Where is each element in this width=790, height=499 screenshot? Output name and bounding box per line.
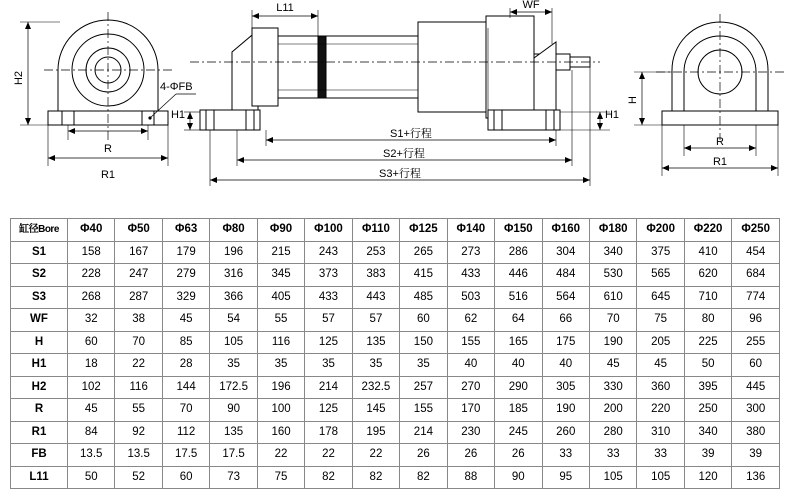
table-corner-label: 缸径Bore xyxy=(11,219,68,242)
specification-table-wrapper xyxy=(10,218,780,489)
table-cell: 82 xyxy=(305,466,352,489)
table-cell: 39 xyxy=(684,444,731,467)
table-cell: 150 xyxy=(400,331,447,354)
table-cell: 360 xyxy=(637,376,684,399)
table-cell: 195 xyxy=(352,421,399,444)
table-cell: 60 xyxy=(162,466,209,489)
table-cell: 105 xyxy=(637,466,684,489)
label-s3: S3+行程 xyxy=(379,168,421,180)
table-cell: 90 xyxy=(495,466,542,489)
table-row xyxy=(11,331,780,354)
label-r1-right: R1 xyxy=(712,156,728,168)
table-cell: 112 xyxy=(162,421,209,444)
table-cell: 185 xyxy=(495,399,542,422)
table-cell: 40 xyxy=(447,354,494,377)
table-cell: 32 xyxy=(68,309,115,332)
table-row xyxy=(11,286,780,309)
label-r-left: R xyxy=(104,143,112,155)
table-cell: 85 xyxy=(162,331,209,354)
table-cell: 135 xyxy=(210,421,257,444)
table-cell: 40 xyxy=(495,354,542,377)
table-cell: 35 xyxy=(400,354,447,377)
table-cell: 57 xyxy=(305,309,352,332)
table-cell: 158 xyxy=(68,241,115,264)
table-cell: 503 xyxy=(447,286,494,309)
table-cell: 405 xyxy=(257,286,304,309)
table-cell: 60 xyxy=(68,331,115,354)
table-row xyxy=(11,264,780,287)
table-cell: 710 xyxy=(684,286,731,309)
table-cell: 57 xyxy=(352,309,399,332)
table-cell: 225 xyxy=(684,331,731,354)
table-cell: 250 xyxy=(684,399,731,422)
table-cell: 215 xyxy=(257,241,304,264)
table-cell: 290 xyxy=(495,376,542,399)
table-cell: 214 xyxy=(400,421,447,444)
row-label: H1 xyxy=(11,354,68,377)
table-cell: 172.5 xyxy=(210,376,257,399)
table-column-header: Φ220 xyxy=(684,219,731,242)
left-view xyxy=(44,12,172,140)
table-cell: 125 xyxy=(305,331,352,354)
table-cell: 66 xyxy=(542,309,589,332)
table-cell: 84 xyxy=(68,421,115,444)
label-s1: S1+行程 xyxy=(390,128,432,140)
table-cell: 260 xyxy=(542,421,589,444)
table-cell: 135 xyxy=(352,331,399,354)
table-cell: 64 xyxy=(495,309,542,332)
table-cell: 243 xyxy=(305,241,352,264)
row-label: R1 xyxy=(11,421,68,444)
row-label: S1 xyxy=(11,241,68,264)
table-cell: 214 xyxy=(305,376,352,399)
table-cell: 145 xyxy=(352,399,399,422)
table-cell: 125 xyxy=(305,399,352,422)
table-row xyxy=(11,466,780,489)
table-cell: 13.5 xyxy=(115,444,162,467)
table-cell: 310 xyxy=(637,421,684,444)
table-cell: 70 xyxy=(162,399,209,422)
table-cell: 565 xyxy=(637,264,684,287)
table-cell: 96 xyxy=(732,309,780,332)
table-cell: 205 xyxy=(637,331,684,354)
table-cell: 454 xyxy=(732,241,780,264)
table-cell: 90 xyxy=(210,399,257,422)
table-row xyxy=(11,309,780,332)
table-cell: 38 xyxy=(115,309,162,332)
table-cell: 170 xyxy=(447,399,494,422)
row-label: R xyxy=(11,399,68,422)
table-cell: 62 xyxy=(447,309,494,332)
table-cell: 443 xyxy=(352,286,399,309)
table-column-header: Φ125 xyxy=(400,219,447,242)
table-cell: 232.5 xyxy=(352,376,399,399)
dim-h1-left xyxy=(171,109,200,130)
table-cell: 52 xyxy=(115,466,162,489)
table-cell: 155 xyxy=(447,331,494,354)
table-cell: 33 xyxy=(542,444,589,467)
table-cell: 610 xyxy=(589,286,636,309)
table-cell: 75 xyxy=(257,466,304,489)
label-h1-right: H1 xyxy=(604,109,620,121)
table-row xyxy=(11,399,780,422)
table-cell: 645 xyxy=(637,286,684,309)
table-cell: 35 xyxy=(352,354,399,377)
table-cell: 60 xyxy=(400,309,447,332)
table-cell: 280 xyxy=(589,421,636,444)
table-cell: 100 xyxy=(257,399,304,422)
table-cell: 22 xyxy=(352,444,399,467)
table-cell: 196 xyxy=(210,241,257,264)
table-cell: 82 xyxy=(400,466,447,489)
table-cell: 530 xyxy=(589,264,636,287)
row-label: S3 xyxy=(11,286,68,309)
table-cell: 564 xyxy=(542,286,589,309)
table-cell: 92 xyxy=(115,421,162,444)
table-cell: 45 xyxy=(162,309,209,332)
table-cell: 13.5 xyxy=(68,444,115,467)
dim-h1-right xyxy=(560,109,619,130)
center-view xyxy=(190,16,600,130)
table-cell: 305 xyxy=(542,376,589,399)
dim-r1-right xyxy=(662,125,778,176)
table-column-header: Φ200 xyxy=(637,219,684,242)
table-cell: 366 xyxy=(210,286,257,309)
table-cell: 345 xyxy=(257,264,304,287)
table-cell: 105 xyxy=(210,331,257,354)
table-cell: 255 xyxy=(732,331,780,354)
table-cell: 375 xyxy=(637,241,684,264)
table-cell: 220 xyxy=(637,399,684,422)
table-cell: 60 xyxy=(732,354,780,377)
table-column-header: Φ40 xyxy=(68,219,115,242)
table-cell: 40 xyxy=(542,354,589,377)
label-h1-left: H1 xyxy=(170,109,186,121)
table-cell: 253 xyxy=(352,241,399,264)
table-cell: 247 xyxy=(115,264,162,287)
table-cell: 22 xyxy=(257,444,304,467)
table-cell: 136 xyxy=(732,466,780,489)
table-cell: 316 xyxy=(210,264,257,287)
table-cell: 340 xyxy=(684,421,731,444)
table-column-header: Φ250 xyxy=(732,219,780,242)
label-r-right: R xyxy=(716,136,724,148)
table-cell: 433 xyxy=(305,286,352,309)
table-cell: 45 xyxy=(589,354,636,377)
row-label: WF xyxy=(11,309,68,332)
table-cell: 380 xyxy=(732,421,780,444)
right-view xyxy=(656,14,784,140)
table-cell: 26 xyxy=(495,444,542,467)
table-cell: 22 xyxy=(305,444,352,467)
table-cell: 330 xyxy=(589,376,636,399)
table-cell: 485 xyxy=(400,286,447,309)
table-cell: 304 xyxy=(542,241,589,264)
table-cell: 54 xyxy=(210,309,257,332)
table-cell: 484 xyxy=(542,264,589,287)
row-label: H xyxy=(11,331,68,354)
table-cell: 33 xyxy=(637,444,684,467)
table-cell: 270 xyxy=(447,376,494,399)
table-cell: 18 xyxy=(68,354,115,377)
table-cell: 73 xyxy=(210,466,257,489)
table-cell: 300 xyxy=(732,399,780,422)
table-cell: 22 xyxy=(115,354,162,377)
table-cell: 265 xyxy=(400,241,447,264)
table-row xyxy=(11,444,780,467)
table-cell: 340 xyxy=(589,241,636,264)
table-cell: 26 xyxy=(447,444,494,467)
table-cell: 373 xyxy=(305,264,352,287)
table-cell: 230 xyxy=(447,421,494,444)
table-column-header: Φ100 xyxy=(305,219,352,242)
table-cell: 39 xyxy=(732,444,780,467)
table-cell: 120 xyxy=(684,466,731,489)
table-column-header: Φ110 xyxy=(352,219,399,242)
table-cell: 165 xyxy=(495,331,542,354)
table-cell: 774 xyxy=(732,286,780,309)
table-cell: 684 xyxy=(732,264,780,287)
table-cell: 415 xyxy=(400,264,447,287)
table-cell: 55 xyxy=(257,309,304,332)
table-cell: 50 xyxy=(68,466,115,489)
table-row xyxy=(11,376,780,399)
table-cell: 50 xyxy=(684,354,731,377)
table-cell: 82 xyxy=(352,466,399,489)
table-cell: 116 xyxy=(257,331,304,354)
table-cell: 26 xyxy=(400,444,447,467)
table-cell: 95 xyxy=(542,466,589,489)
table-cell: 45 xyxy=(68,399,115,422)
label-l11: L11 xyxy=(276,2,294,14)
table-cell: 433 xyxy=(447,264,494,287)
table-cell: 179 xyxy=(162,241,209,264)
table-cell: 245 xyxy=(495,421,542,444)
table-cell: 410 xyxy=(684,241,731,264)
table-cell: 35 xyxy=(210,354,257,377)
table-cell: 228 xyxy=(68,264,115,287)
table-cell: 55 xyxy=(115,399,162,422)
table-cell: 175 xyxy=(542,331,589,354)
table-row xyxy=(11,241,780,264)
table-column-header: Φ150 xyxy=(495,219,542,242)
table-cell: 257 xyxy=(400,376,447,399)
table-column-header: Φ80 xyxy=(210,219,257,242)
table-cell: 17.5 xyxy=(162,444,209,467)
table-cell: 33 xyxy=(589,444,636,467)
table-cell: 116 xyxy=(115,376,162,399)
table-cell: 273 xyxy=(447,241,494,264)
table-cell: 105 xyxy=(589,466,636,489)
table-cell: 190 xyxy=(542,399,589,422)
specification-table xyxy=(10,218,780,489)
label-h2: H2 xyxy=(13,70,25,86)
table-column-header: Φ50 xyxy=(115,219,162,242)
table-cell: 17.5 xyxy=(210,444,257,467)
table-cell: 144 xyxy=(162,376,209,399)
dim-h2 xyxy=(13,22,60,125)
table-cell: 80 xyxy=(684,309,731,332)
cylinder-assembly-drawing xyxy=(0,0,790,205)
table-cell: 167 xyxy=(115,241,162,264)
table-cell: 88 xyxy=(447,466,494,489)
row-label: FB xyxy=(11,444,68,467)
table-cell: 620 xyxy=(684,264,731,287)
label-h-right: H xyxy=(627,96,639,104)
table-cell: 102 xyxy=(68,376,115,399)
row-label: S2 xyxy=(11,264,68,287)
table-cell: 446 xyxy=(495,264,542,287)
label-fb-callout: 4-ΦFB xyxy=(160,81,193,93)
table-cell: 196 xyxy=(257,376,304,399)
table-cell: 155 xyxy=(400,399,447,422)
table-column-header: Φ140 xyxy=(447,219,494,242)
table-cell: 516 xyxy=(495,286,542,309)
label-r1-left: R1 xyxy=(100,169,116,181)
table-cell: 178 xyxy=(305,421,352,444)
table-cell: 75 xyxy=(637,309,684,332)
table-column-header: Φ63 xyxy=(162,219,209,242)
table-cell: 445 xyxy=(732,376,780,399)
table-header-row xyxy=(11,219,780,242)
table-cell: 268 xyxy=(68,286,115,309)
table-column-header: Φ180 xyxy=(589,219,636,242)
row-label: L11 xyxy=(11,466,68,489)
row-label: H2 xyxy=(11,376,68,399)
table-cell: 45 xyxy=(637,354,684,377)
label-wf: WF xyxy=(522,0,540,11)
table-row xyxy=(11,421,780,444)
table-cell: 200 xyxy=(589,399,636,422)
table-cell: 70 xyxy=(589,309,636,332)
table-cell: 70 xyxy=(115,331,162,354)
table-cell: 286 xyxy=(495,241,542,264)
table-cell: 35 xyxy=(257,354,304,377)
table-column-header: Φ160 xyxy=(542,219,589,242)
table-cell: 383 xyxy=(352,264,399,287)
table-cell: 28 xyxy=(162,354,209,377)
table-cell: 287 xyxy=(115,286,162,309)
table-cell: 279 xyxy=(162,264,209,287)
table-cell: 160 xyxy=(257,421,304,444)
table-cell: 329 xyxy=(162,286,209,309)
table-cell: 35 xyxy=(305,354,352,377)
table-cell: 190 xyxy=(589,331,636,354)
label-s2: S2+行程 xyxy=(383,148,425,160)
table-column-header: Φ90 xyxy=(257,219,304,242)
table-cell: 395 xyxy=(684,376,731,399)
table-row xyxy=(11,354,780,377)
